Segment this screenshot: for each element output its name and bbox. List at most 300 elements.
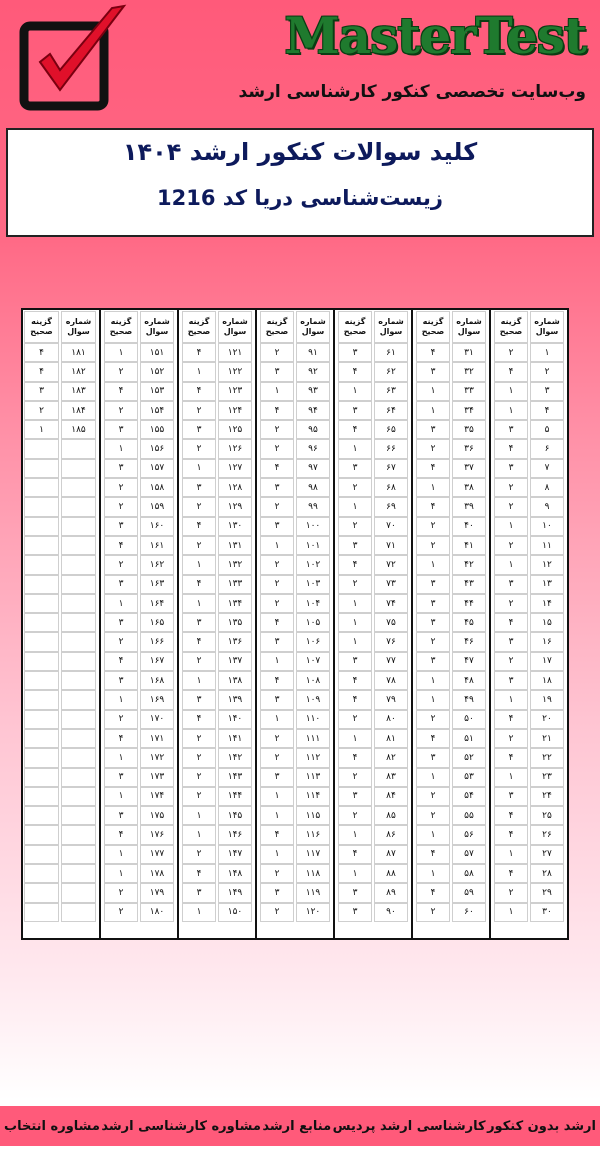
answer-group xyxy=(333,310,411,938)
answer-value xyxy=(24,497,59,516)
table-row xyxy=(415,478,487,497)
table-row xyxy=(415,517,487,536)
table-row xyxy=(259,420,331,439)
table-row xyxy=(493,903,565,922)
answer-value: ۳ xyxy=(104,806,138,825)
table-row xyxy=(23,420,97,439)
table-row xyxy=(181,613,253,632)
table-row xyxy=(181,536,253,555)
question-number: ۱۳۸ xyxy=(218,671,252,690)
table-row xyxy=(181,594,253,613)
question-number xyxy=(61,710,96,729)
page-subtitle: زیست‌شناسی دریا کد 1216 xyxy=(157,186,443,210)
table-row xyxy=(259,382,331,401)
header-question: شماره سوال xyxy=(296,311,330,343)
answer-value: ۱ xyxy=(416,401,450,420)
answer-value: ۱ xyxy=(494,768,528,787)
answer-value: ۳ xyxy=(104,420,138,439)
header-answer: گزینه صحیح xyxy=(416,311,450,343)
question-number: ۱۷۹ xyxy=(140,883,174,902)
answer-value: ۳ xyxy=(338,401,372,420)
question-number: ۹۳ xyxy=(296,382,330,401)
question-number: ۳۰ xyxy=(530,903,564,922)
question-number: ۱۹ xyxy=(530,690,564,709)
question-number: ۱۷۰ xyxy=(140,710,174,729)
question-number xyxy=(61,903,96,922)
table-row xyxy=(23,575,97,594)
table-row xyxy=(259,459,331,478)
question-number: ۳۱ xyxy=(452,343,486,362)
table-row xyxy=(415,362,487,381)
question-number xyxy=(61,768,96,787)
question-number: ۷۰ xyxy=(374,517,408,536)
question-number: ۱۸۵ xyxy=(61,420,96,439)
question-number xyxy=(61,478,96,497)
question-number: ۵۰ xyxy=(452,710,486,729)
answer-value xyxy=(24,613,59,632)
question-number: ۱۵۴ xyxy=(140,401,174,420)
question-number: ۶۸ xyxy=(374,478,408,497)
question-number: ۹۱ xyxy=(296,343,330,362)
table-row xyxy=(259,517,331,536)
table-row xyxy=(23,517,97,536)
answer-value: ۳ xyxy=(260,362,294,381)
answer-value xyxy=(24,439,59,458)
answer-value: ۲ xyxy=(104,401,138,420)
answer-value: ۴ xyxy=(494,806,528,825)
question-number: ۴۱ xyxy=(452,536,486,555)
question-number: ۷۱ xyxy=(374,536,408,555)
table-row xyxy=(23,613,97,632)
answer-value: ۲ xyxy=(182,787,216,806)
question-number: ۲۳ xyxy=(530,768,564,787)
question-number: ۱۴۷ xyxy=(218,845,252,864)
table-row xyxy=(493,864,565,883)
question-number: ۶۰ xyxy=(452,903,486,922)
question-number: ۸۵ xyxy=(374,806,408,825)
table-row xyxy=(103,903,175,922)
answer-value: ۳ xyxy=(104,768,138,787)
header-question: شماره سوال xyxy=(374,311,408,343)
table-row xyxy=(337,671,409,690)
brand-name[interactable]: MasterTest xyxy=(284,6,586,65)
table-row xyxy=(493,825,565,844)
table-row xyxy=(415,710,487,729)
question-number: ۴۰ xyxy=(452,517,486,536)
table-row xyxy=(337,787,409,806)
answer-value: ۴ xyxy=(338,748,372,767)
table-row xyxy=(23,710,97,729)
answer-value: ۲ xyxy=(104,632,138,651)
question-number: ۱۸۱ xyxy=(61,343,96,362)
answer-value: ۱ xyxy=(416,382,450,401)
question-number xyxy=(61,825,96,844)
table-row xyxy=(259,536,331,555)
table-row xyxy=(23,787,97,806)
question-number: ۱۶۴ xyxy=(140,594,174,613)
table-row xyxy=(337,439,409,458)
question-number: ۴۳ xyxy=(452,575,486,594)
table-row xyxy=(337,690,409,709)
table-row xyxy=(181,478,253,497)
answer-value: ۱ xyxy=(494,555,528,574)
answer-value: ۲ xyxy=(182,652,216,671)
table-row xyxy=(23,478,97,497)
answer-value: ۳ xyxy=(104,517,138,536)
table-row xyxy=(181,748,253,767)
table-row xyxy=(415,420,487,439)
answer-value: ۴ xyxy=(494,825,528,844)
answer-value: ۳ xyxy=(494,420,528,439)
table-row xyxy=(493,594,565,613)
table-row xyxy=(103,748,175,767)
question-number: ۱۷۳ xyxy=(140,768,174,787)
question-number: ۱۰۲ xyxy=(296,555,330,574)
table-row xyxy=(337,343,409,362)
question-number: ۱۰ xyxy=(530,517,564,536)
table-row xyxy=(181,420,253,439)
question-number: ۶۷ xyxy=(374,459,408,478)
answer-key-table xyxy=(21,308,569,940)
question-number: ۳۹ xyxy=(452,497,486,516)
question-number: ۴۷ xyxy=(452,652,486,671)
answer-value: ۳ xyxy=(416,594,450,613)
answer-value: ۱ xyxy=(182,806,216,825)
answer-value: ۳ xyxy=(260,690,294,709)
table-row xyxy=(493,690,565,709)
question-number xyxy=(61,671,96,690)
answer-value: ۲ xyxy=(494,729,528,748)
answer-value: ۳ xyxy=(494,632,528,651)
table-row xyxy=(23,382,97,401)
answer-value: ۳ xyxy=(260,517,294,536)
table-row xyxy=(415,806,487,825)
footer-link[interactable]: کارشناسی ارشد پردیس xyxy=(332,1118,486,1134)
question-number: ۶۳ xyxy=(374,382,408,401)
answer-value: ۳ xyxy=(182,420,216,439)
question-number: ۹۸ xyxy=(296,478,330,497)
question-number: ۱۲۸ xyxy=(218,478,252,497)
table-row xyxy=(493,343,565,362)
table-row xyxy=(493,787,565,806)
table-row xyxy=(259,632,331,651)
question-number xyxy=(61,555,96,574)
question-number: ۱۶ xyxy=(530,632,564,651)
question-number: ۱۶۰ xyxy=(140,517,174,536)
question-number: ۱۱۱ xyxy=(296,729,330,748)
table-row xyxy=(415,671,487,690)
answer-value: ۲ xyxy=(416,806,450,825)
table-row xyxy=(493,806,565,825)
answer-value: ۲ xyxy=(260,555,294,574)
footer-link[interactable]: ارشد بدون کنکور xyxy=(487,1118,596,1134)
question-number xyxy=(61,632,96,651)
question-number: ۱۵۹ xyxy=(140,497,174,516)
question-number: ۱۱۸ xyxy=(296,864,330,883)
answer-value: ۳ xyxy=(260,883,294,902)
table-row xyxy=(493,768,565,787)
table-row xyxy=(337,652,409,671)
table-row xyxy=(181,903,253,922)
answer-value: ۱ xyxy=(182,362,216,381)
answer-value: ۴ xyxy=(416,497,450,516)
table-row xyxy=(103,690,175,709)
table-row xyxy=(103,459,175,478)
answer-value: ۱ xyxy=(104,690,138,709)
answer-value: ۱ xyxy=(260,710,294,729)
question-number xyxy=(61,594,96,613)
footer-link[interactable]: مشاوره کارشناسی ارشد xyxy=(101,1118,261,1134)
answer-value: ۲ xyxy=(416,903,450,922)
answer-value: ۱ xyxy=(494,903,528,922)
question-number: ۴۶ xyxy=(452,632,486,651)
table-row xyxy=(259,343,331,362)
answer-value: ۱ xyxy=(182,825,216,844)
answer-value: ۱ xyxy=(182,671,216,690)
question-number: ۸۴ xyxy=(374,787,408,806)
question-number: ۵۷ xyxy=(452,845,486,864)
question-number: ۱۴۱ xyxy=(218,729,252,748)
answer-value xyxy=(24,768,59,787)
answer-value: ۲ xyxy=(104,362,138,381)
question-number: ۹۴ xyxy=(296,401,330,420)
question-number: ۱۴۳ xyxy=(218,768,252,787)
answer-value xyxy=(24,536,59,555)
answer-value: ۱ xyxy=(338,864,372,883)
question-number: ۱۱۷ xyxy=(296,845,330,864)
answer-value: ۴ xyxy=(416,343,450,362)
answer-value: ۲ xyxy=(260,729,294,748)
question-number: ۵۸ xyxy=(452,864,486,883)
table-row xyxy=(415,439,487,458)
question-number: ۱۵۶ xyxy=(140,439,174,458)
table-header-row xyxy=(337,311,409,343)
table-row xyxy=(103,594,175,613)
table-row xyxy=(23,652,97,671)
question-number: ۱۰۷ xyxy=(296,652,330,671)
question-number: ۴۸ xyxy=(452,671,486,690)
table-row xyxy=(415,613,487,632)
answer-value: ۱ xyxy=(338,594,372,613)
answer-value xyxy=(24,478,59,497)
answer-value xyxy=(24,690,59,709)
answer-value: ۳ xyxy=(338,343,372,362)
question-number: ۱۰۶ xyxy=(296,632,330,651)
answer-value: ۲ xyxy=(104,555,138,574)
question-number: ۱ xyxy=(530,343,564,362)
answer-value: ۱ xyxy=(338,497,372,516)
answer-value: ۴ xyxy=(260,671,294,690)
table-row xyxy=(259,690,331,709)
answer-value xyxy=(24,903,59,922)
answer-value: ۲ xyxy=(260,575,294,594)
question-number: ۲ xyxy=(530,362,564,381)
answer-value: ۲ xyxy=(104,497,138,516)
question-number: ۱۳۷ xyxy=(218,652,252,671)
answer-value: ۲ xyxy=(104,883,138,902)
answer-value: ۴ xyxy=(494,439,528,458)
table-row xyxy=(181,845,253,864)
answer-value: ۱ xyxy=(338,825,372,844)
table-row xyxy=(181,710,253,729)
answer-value: ۳ xyxy=(104,459,138,478)
table-row xyxy=(493,439,565,458)
table-row xyxy=(259,845,331,864)
table-row xyxy=(493,420,565,439)
answer-value: ۲ xyxy=(260,864,294,883)
question-number: ۳۲ xyxy=(452,362,486,381)
answer-value: ۲ xyxy=(494,594,528,613)
table-row xyxy=(103,787,175,806)
answer-value: ۲ xyxy=(182,536,216,555)
question-number: ۱۱ xyxy=(530,536,564,555)
question-number: ۲۱ xyxy=(530,729,564,748)
table-row xyxy=(23,806,97,825)
question-number: ۶۴ xyxy=(374,401,408,420)
table-row xyxy=(415,459,487,478)
question-number xyxy=(61,748,96,767)
answer-group xyxy=(489,310,567,938)
table-row xyxy=(103,613,175,632)
table-row xyxy=(23,768,97,787)
table-row xyxy=(103,517,175,536)
question-number: ۵۲ xyxy=(452,748,486,767)
table-row xyxy=(415,401,487,420)
answer-value: ۲ xyxy=(182,497,216,516)
answer-group xyxy=(99,310,177,938)
table-row xyxy=(103,536,175,555)
question-number: ۹ xyxy=(530,497,564,516)
question-number: ۱۲۵ xyxy=(218,420,252,439)
table-row xyxy=(337,748,409,767)
answer-value: ۲ xyxy=(260,748,294,767)
question-number: ۱۷۷ xyxy=(140,845,174,864)
table-row xyxy=(259,883,331,902)
answer-value: ۲ xyxy=(416,439,450,458)
footer-link[interactable]: منابع ارشد xyxy=(262,1118,332,1134)
table-row xyxy=(181,401,253,420)
question-number: ۲۶ xyxy=(530,825,564,844)
header-question: شماره سوال xyxy=(530,311,564,343)
answer-value: ۴ xyxy=(338,555,372,574)
question-number: ۱۰۸ xyxy=(296,671,330,690)
table-row xyxy=(23,729,97,748)
answer-value: ۱ xyxy=(416,478,450,497)
question-number: ۷۸ xyxy=(374,671,408,690)
table-row xyxy=(415,845,487,864)
question-number: ۵۵ xyxy=(452,806,486,825)
table-row xyxy=(181,382,253,401)
answer-value: ۱ xyxy=(182,903,216,922)
table-row xyxy=(337,768,409,787)
question-number: ۵۱ xyxy=(452,729,486,748)
table-row xyxy=(103,575,175,594)
answer-value xyxy=(24,787,59,806)
table-row xyxy=(181,652,253,671)
answer-value: ۱ xyxy=(494,690,528,709)
table-header-row xyxy=(493,311,565,343)
table-row xyxy=(493,401,565,420)
question-number: ۱۸۲ xyxy=(61,362,96,381)
question-number: ۵۶ xyxy=(452,825,486,844)
answer-value: ۴ xyxy=(494,710,528,729)
table-row xyxy=(337,401,409,420)
table-row xyxy=(493,748,565,767)
question-number: ۷۲ xyxy=(374,555,408,574)
header-answer: گزینه صحیح xyxy=(182,311,216,343)
answer-value xyxy=(24,729,59,748)
answer-value: ۱ xyxy=(104,864,138,883)
table-row xyxy=(259,787,331,806)
answer-value: ۴ xyxy=(416,729,450,748)
answer-value: ۱ xyxy=(260,536,294,555)
answer-value: ۲ xyxy=(182,845,216,864)
table-row xyxy=(415,555,487,574)
answer-value: ۳ xyxy=(416,575,450,594)
answer-value: ۴ xyxy=(104,729,138,748)
table-row xyxy=(23,362,97,381)
table-row xyxy=(23,632,97,651)
question-number: ۱۸۳ xyxy=(61,382,96,401)
table-row xyxy=(493,845,565,864)
answer-value: ۲ xyxy=(338,806,372,825)
question-number: ۱۱۶ xyxy=(296,825,330,844)
question-number: ۱۳۵ xyxy=(218,613,252,632)
table-row xyxy=(181,439,253,458)
table-row xyxy=(493,497,565,516)
answer-value: ۴ xyxy=(182,517,216,536)
answer-value: ۳ xyxy=(260,768,294,787)
table-row xyxy=(415,729,487,748)
answer-value: ۲ xyxy=(494,343,528,362)
table-row xyxy=(259,825,331,844)
question-number xyxy=(61,883,96,902)
table-row xyxy=(337,382,409,401)
table-row xyxy=(181,575,253,594)
answer-value: ۳ xyxy=(416,613,450,632)
footer-link[interactable]: مشاوره انتخاب xyxy=(4,1118,100,1134)
site-tagline: وب‌سایت تخصصی کنکور کارشناسی ارشد xyxy=(238,82,586,102)
table-row xyxy=(493,382,565,401)
answer-value: ۴ xyxy=(24,362,59,381)
answer-value: ۱ xyxy=(338,729,372,748)
answer-value: ۴ xyxy=(416,845,450,864)
answer-value: ۴ xyxy=(104,382,138,401)
answer-value: ۳ xyxy=(416,652,450,671)
question-number: ۱۴۵ xyxy=(218,806,252,825)
table-row xyxy=(337,555,409,574)
question-number: ۱۱۳ xyxy=(296,768,330,787)
question-number: ۲۷ xyxy=(530,845,564,864)
answer-value: ۱ xyxy=(104,343,138,362)
question-number: ۱۷۲ xyxy=(140,748,174,767)
table-row xyxy=(259,401,331,420)
table-row xyxy=(23,497,97,516)
answer-group xyxy=(255,310,333,938)
question-number: ۱۳۳ xyxy=(218,575,252,594)
question-number: ۶ xyxy=(530,439,564,458)
table-row xyxy=(23,555,97,574)
answer-value: ۴ xyxy=(104,652,138,671)
question-number: ۱۸۰ xyxy=(140,903,174,922)
question-number: ۱۵۵ xyxy=(140,420,174,439)
table-row xyxy=(415,768,487,787)
question-number xyxy=(61,806,96,825)
answer-value: ۳ xyxy=(338,883,372,902)
table-row xyxy=(337,729,409,748)
table-row xyxy=(415,343,487,362)
answer-value: ۴ xyxy=(182,343,216,362)
